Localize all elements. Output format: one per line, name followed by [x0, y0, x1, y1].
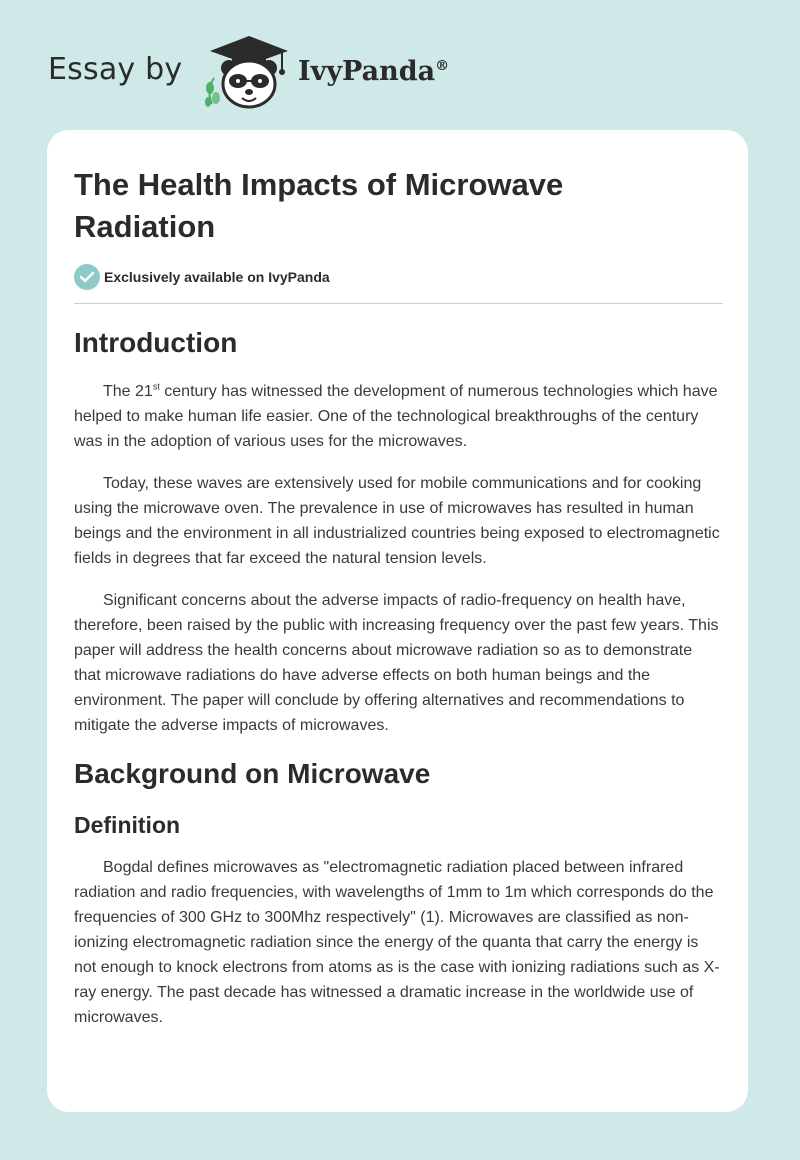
paragraph: Significant concerns about the adverse impacts of radio-frequency on health have, therefore, been raised by the public with increasing frequency over the past few years. This paper will address the health concerns about microwave radiation so as to demonstrate that microwave radiations do have adverse effects on both human beings and the environment. The paper will conclude by offering alternatives and recommendations to mitigate the adverse impacts of microwaves.	[74, 592, 719, 734]
subsection-heading-definition: Definition	[74, 812, 181, 838]
site-header	[48, 34, 508, 114]
paragraph-text: The 21	[103, 383, 153, 400]
paragraph-text: century has witnessed the development of numerous technologies which have helped to make human life easier. One of the technological breakthroughs of the century was in the adoption of various uses for the microwaves.	[74, 383, 718, 450]
paragraph: Bogdal defines microwaves as "electromagnetic radiation placed between infrared radiation and radio frequencies, with wavelengths of 1mm to 1m which corresponds do the frequencies of 300 GHz to 300Mhz respectively" (1). Microwaves are classified as non-ionizing electromagnetic radiation since the energy of the quanta that carry the energy is not enough to knock electrons from atoms as is the case with ionizing radiations such as X-ray energy. The past decade has witnessed a dramatic increase in the worldwide use of microwaves.	[74, 859, 720, 1026]
section-heading-introduction: Introduction	[74, 327, 238, 358]
page-title: The Health Impacts of Microwave Radiation	[74, 167, 564, 244]
section-heading-background: Background on Microwave	[74, 758, 431, 789]
check-icon	[74, 264, 100, 290]
essay-content	[74, 324, 723, 1047]
registered-mark: ®	[435, 58, 450, 74]
brand-text: IvyPanda	[298, 56, 436, 87]
exclusive-label: Exclusively available on IvyPanda	[104, 269, 330, 285]
paragraph	[74, 379, 723, 454]
essay-card	[47, 130, 748, 1112]
essay-by-label: Essay by	[48, 52, 183, 87]
ivypanda-brand-name[interactable]	[298, 56, 449, 87]
paragraph: Today, these waves are extensively used for mobile communications and for cooking using the microwave oven. The prevalence in use of microwaves has resulted in human beings and the environment in all industrialized countries being exposed to electromagnetic fields in degrees that far exceed the natural tension levels.	[74, 475, 720, 567]
ordinal-suffix: st	[152, 381, 160, 392]
divider	[74, 303, 723, 304]
ivypanda-panda-logo[interactable]	[202, 34, 296, 110]
